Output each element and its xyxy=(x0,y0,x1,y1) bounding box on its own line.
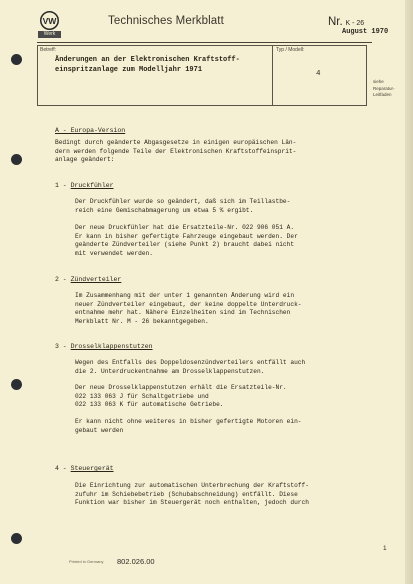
punch-hole xyxy=(11,54,22,65)
body-line: mit verwendet werden. xyxy=(75,249,153,257)
side-note-line: siehe xyxy=(373,79,384,84)
body-line: dern werden folgende Teile der Elektronischen Kraftstoffeinsprit- xyxy=(55,147,297,155)
body-line: 022 133 063 J für Schaltgetriebe und xyxy=(75,392,209,400)
body-line: Im Zusammenhang mit der unter 1 genannten Änderung wird ein xyxy=(75,292,295,299)
body-line: reich eine Gemischabmagerung um etwa 5 % ergibt. xyxy=(75,206,254,214)
section-heading xyxy=(55,127,125,134)
body-line: neuer Zündverteiler eingebaut, der keine doppelte Unterdruck- xyxy=(75,300,302,308)
section-number: 3 - xyxy=(55,343,71,350)
document-date: August 1970 xyxy=(342,28,389,36)
nr-prefix: Nr. xyxy=(328,16,343,28)
body-line: Der Druckfühler wurde so geändert, daß sich im Teillastbe- xyxy=(75,198,291,205)
betreff-line: einspritzanlage zum Modelljahr 1971 xyxy=(55,66,203,74)
body-line: entnahme mehr hat. Nähere Einzelheiten sind im Technischen xyxy=(75,309,291,316)
typ-label: Typ / Modell: xyxy=(276,47,305,53)
side-note-line: Reparatur- xyxy=(373,85,395,91)
europa-heading: A - Europa-Version xyxy=(55,127,126,134)
section-heading xyxy=(55,465,114,472)
page-title: Technisches Merkblatt xyxy=(108,15,224,27)
vw-logo-icon xyxy=(40,11,59,30)
body-line: Er kann in bisher gefertigte Fahrzeuge eingebaut werden. Der xyxy=(75,232,298,240)
section-heading xyxy=(55,276,121,283)
logo-caption: Werk xyxy=(38,31,61,38)
body-line: zufuhr im Schiebebetrieb (Schubabschneidung) entfällt. Diese xyxy=(75,490,298,498)
print-code: 802.026.00 xyxy=(117,557,155,566)
section-number: 1 - xyxy=(55,182,71,189)
punch-hole xyxy=(11,379,22,390)
body-line: Merkblatt Nr. M - 26 bekanntgegeben. xyxy=(75,317,209,325)
section-number: 2 - xyxy=(55,276,71,283)
body-line: Bedingt durch geänderte Abgasgesetze in einigen europäischen Län- xyxy=(55,139,297,146)
svg-text:VW: VW xyxy=(42,15,57,26)
betreff-label: Betreff: xyxy=(40,47,57,53)
body-line: Wegen des Entfalls des Doppeldosenzündverteilers entfällt auch xyxy=(75,359,306,366)
section-heading xyxy=(55,343,153,350)
nr-value: K - 26 xyxy=(345,20,365,27)
drosselklappe-heading: Drosselklappenstutzen xyxy=(70,343,153,350)
steuergeraet-heading: Steuergerät xyxy=(70,465,114,472)
punch-hole xyxy=(11,533,22,544)
body-line: 022 133 063 K für automatische Getriebe. xyxy=(75,401,224,408)
printed-note: Printed in Germany xyxy=(69,559,104,564)
body-line: Funktion war bisher im Steuergerät noch enthalten, jedoch durch xyxy=(75,499,309,506)
punch-hole xyxy=(11,154,22,165)
header-rule xyxy=(37,42,372,43)
section-heading xyxy=(55,182,114,189)
subject-box-divider xyxy=(272,45,273,106)
document-number xyxy=(328,16,364,28)
body-line: gebaut werden xyxy=(75,426,124,434)
druckfuehler-heading: Druckfühler xyxy=(70,182,114,189)
body-line: anlage geändert: xyxy=(55,156,115,163)
body-line: Der neue Druckfühler hat die Ersatzteile-Nr. 022 906 051 A. xyxy=(75,224,295,231)
zuendverteiler-heading: Zündverteiler xyxy=(70,276,122,283)
body-line: Er kann nicht ohne weiteres in bisher gefertigte Motoren ein- xyxy=(75,418,302,425)
page-edge xyxy=(405,0,413,584)
body-line: geänderte Zündverteiler (siehe Punkt 2) braucht dabei nicht xyxy=(75,241,295,248)
body-line: Die Einrichtung zur automatischen Unterbrechung der Kraftstoff- xyxy=(75,482,309,489)
body-line: Der neue Drosselklappenstutzen erhält die Ersatzteile-Nr. xyxy=(75,384,287,391)
body-line: die 2. Unterdruckentnahme am Drosselklappenstutzen. xyxy=(75,367,265,375)
side-note xyxy=(373,79,395,99)
betreff-line: Änderungen an der Elektronischen Kraftstoff- xyxy=(55,56,240,64)
side-note-line: Leitfaden xyxy=(373,92,392,97)
section-number: 4 - xyxy=(55,465,71,472)
typ-value: 4 xyxy=(316,70,321,78)
page-number: 1 xyxy=(383,545,387,552)
